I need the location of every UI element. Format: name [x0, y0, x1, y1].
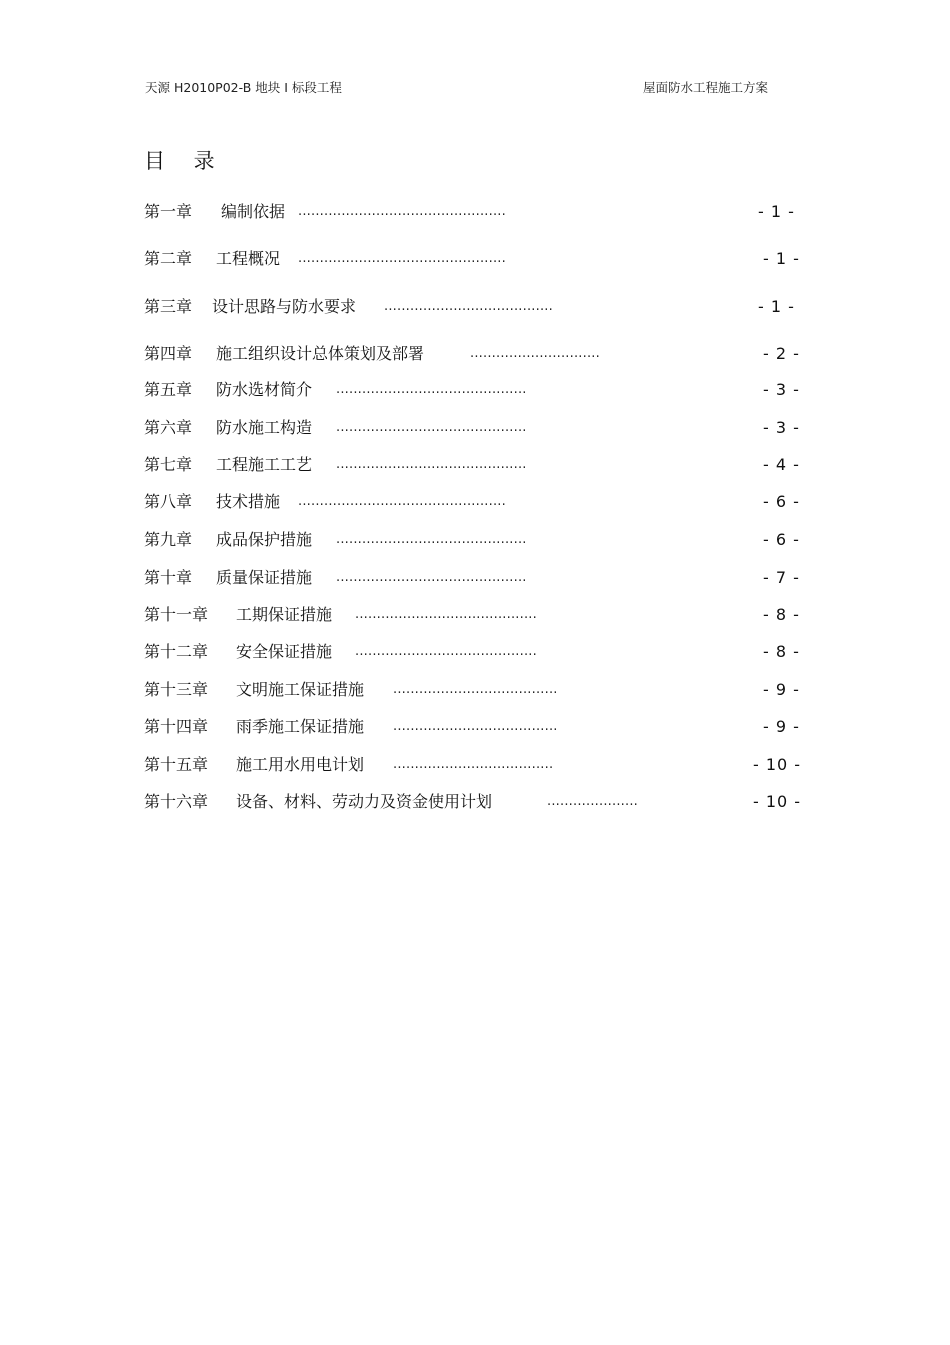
toc-page-number: - 9 - — [763, 680, 800, 699]
toc-chapter-title: 工期保证措施 — [236, 605, 333, 624]
toc-chapter-number: 第十四章 — [144, 717, 209, 736]
toc-chapter-title: 安全保证措施 — [236, 642, 333, 661]
toc-leader-dots: ............................................ — [336, 532, 527, 547]
toc-entry — [0, 753, 950, 777]
toc-chapter-number: 第二章 — [144, 249, 193, 268]
toc-chapter-title: 雨季施工保证措施 — [236, 717, 365, 736]
toc-page-number: - 6 - — [763, 492, 800, 511]
toc-chapter-title: 编制依据 — [221, 202, 286, 221]
toc-chapter-title: 质量保证措施 — [216, 568, 313, 587]
toc-entry — [0, 640, 950, 664]
toc-entry — [0, 247, 950, 271]
toc-chapter-number: 第三章 — [144, 297, 193, 316]
toc-entry — [0, 566, 950, 590]
toc-leader-dots: ..................... — [547, 794, 638, 809]
toc-chapter-number: 第十五章 — [144, 755, 209, 774]
toc-chapter-number: 第九章 — [144, 530, 193, 549]
toc-page-number: - 8 - — [763, 605, 800, 624]
toc-leader-dots: .......................................... — [355, 607, 537, 622]
toc-entry — [0, 200, 950, 224]
toc-page-number: - 4 - — [763, 455, 800, 474]
toc-leader-dots: .............................. — [470, 346, 600, 361]
toc-page-number: - 3 - — [763, 380, 800, 399]
toc-chapter-number: 第十六章 — [144, 792, 209, 811]
toc-page-number: - 10 - — [753, 755, 802, 774]
toc-chapter-title: 文明施工保证措施 — [236, 680, 365, 699]
toc-entry — [0, 603, 950, 627]
toc-chapter-title: 设计思路与防水要求 — [212, 297, 357, 316]
toc-page-number: - 10 - — [753, 792, 802, 811]
header-document-title: 屋面防水工程施工方案 — [643, 80, 769, 95]
toc-chapter-number: 第六章 — [144, 418, 193, 437]
toc-chapter-title: 技术措施 — [216, 492, 281, 511]
toc-chapter-number: 第十三章 — [144, 680, 209, 699]
toc-chapter-number: 第四章 — [144, 344, 193, 363]
toc-page-number: - 6 - — [763, 530, 800, 549]
toc-entry — [0, 678, 950, 702]
toc-leader-dots: ................................................ — [298, 494, 506, 509]
toc-leader-dots: ...................................... — [393, 682, 558, 697]
toc-leader-dots: ................................................ — [298, 251, 506, 266]
toc-page-number: - 9 - — [763, 717, 800, 736]
toc-chapter-title: 工程施工工艺 — [216, 455, 313, 474]
toc-entry — [0, 416, 950, 440]
toc-chapter-number: 第七章 — [144, 455, 193, 474]
toc-leader-dots: ............................................ — [336, 457, 527, 472]
toc-title: 目 录 — [144, 149, 226, 173]
toc-leader-dots: ............................................ — [336, 382, 527, 397]
toc-leader-dots: ................................................ — [298, 204, 506, 219]
toc-leader-dots: ....................................... — [384, 299, 553, 314]
toc-chapter-number: 第十二章 — [144, 642, 209, 661]
toc-entry — [0, 453, 950, 477]
toc-entry — [0, 490, 950, 514]
toc-leader-dots: ...................................... — [393, 719, 558, 734]
header-project-name: 天源 H2010P02-B 地块 I 标段工程 — [145, 80, 342, 95]
toc-chapter-number: 第八章 — [144, 492, 193, 511]
toc-leader-dots: ..................................... — [393, 757, 554, 772]
toc-chapter-number: 第十章 — [144, 568, 193, 587]
toc-chapter-title: 工程概况 — [216, 249, 281, 268]
toc-page-number: - 1 - — [758, 297, 795, 316]
toc-chapter-title: 设备、材料、劳动力及资金使用计划 — [236, 792, 493, 811]
toc-chapter-title: 防水选材简介 — [216, 380, 313, 399]
toc-page-number: - 1 - — [758, 202, 795, 221]
toc-leader-dots: ............................................ — [336, 420, 527, 435]
toc-page-number: - 2 - — [763, 344, 800, 363]
toc-chapter-title: 施工用水用电计划 — [236, 755, 365, 774]
toc-page-number: - 3 - — [763, 418, 800, 437]
toc-chapter-number: 第五章 — [144, 380, 193, 399]
toc-entry — [0, 295, 950, 319]
toc-chapter-title: 成品保护措施 — [216, 530, 313, 549]
toc-chapter-number: 第一章 — [144, 202, 193, 221]
toc-entry — [0, 342, 950, 366]
toc-chapter-title: 施工组织设计总体策划及部署 — [216, 344, 425, 363]
toc-entry — [0, 790, 950, 814]
toc-entry — [0, 528, 950, 552]
toc-page-number: - 1 - — [763, 249, 800, 268]
toc-page-number: - 7 - — [763, 568, 800, 587]
toc-leader-dots: ............................................ — [336, 570, 527, 585]
toc-chapter-title: 防水施工构造 — [216, 418, 313, 437]
toc-page-number: - 8 - — [763, 642, 800, 661]
toc-entry — [0, 715, 950, 739]
toc-entry — [0, 378, 950, 402]
toc-chapter-number: 第十一章 — [144, 605, 209, 624]
toc-leader-dots: .......................................... — [355, 644, 537, 659]
